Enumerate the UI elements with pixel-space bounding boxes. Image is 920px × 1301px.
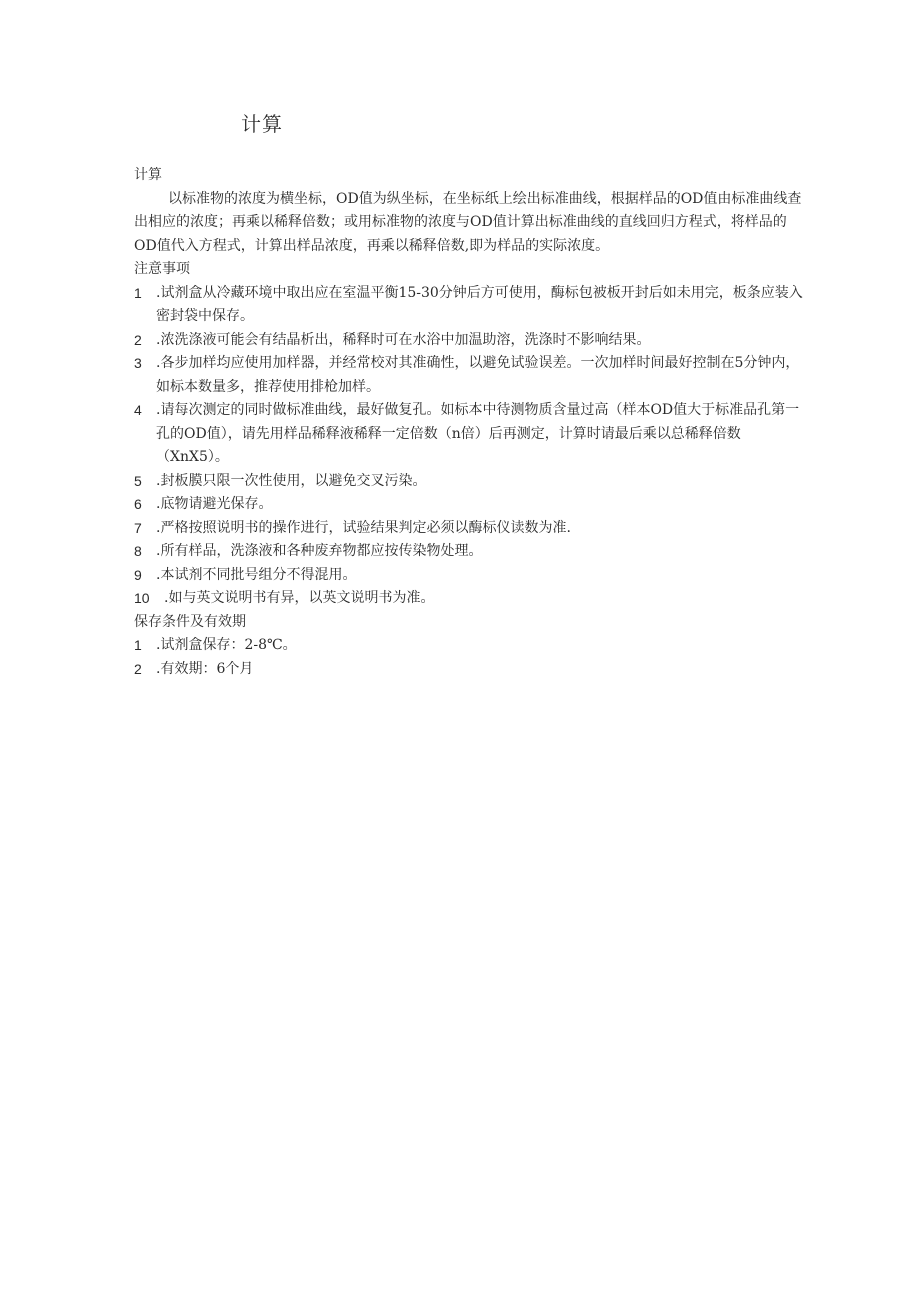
storage-heading: 保存条件及有效期 (134, 613, 246, 630)
list-item (134, 493, 806, 517)
item-number: 8 (134, 543, 142, 559)
list-item (134, 399, 806, 470)
list-item (134, 352, 806, 399)
list-item (134, 517, 806, 541)
item-text: .封板膜只限一次性使用，以避免交叉污染。 (156, 472, 427, 489)
list-item (134, 282, 806, 329)
item-text: .严格按照说明书的操作进行，试验结果判定必须以酶标仪读数为准. (156, 519, 571, 536)
item-number: 2 (134, 660, 142, 677)
item-number: 5 (134, 472, 142, 489)
notes-list (134, 282, 806, 611)
item-text: .试剂盒保存：2-8℃。 (156, 637, 297, 653)
item-number: 4 (134, 402, 142, 418)
list-item (134, 658, 806, 682)
calc-paragraph: 以标准物的浓度为横坐标，OD值为纵坐标，在坐标纸上绘出标准曲线，根据样品的OD值由标准曲线查出相应的浓度；再乘以稀释倍数；或用标准物的浓度与OD值计算出标准曲线的直线回归方程式，将样品的OD值代入方程式，计算出样品浓度，再乘以稀释倍数,即为样品的实际浓度。 (134, 190, 802, 254)
list-item (134, 329, 806, 353)
document-body (134, 164, 806, 681)
item-text: .浓洗涤液可能会有结晶析出，稀释时可在水浴中加温助溶，洗涤时不影响结果。 (156, 331, 651, 348)
item-text: .有效期：6个月 (156, 660, 254, 677)
item-text: .底物请避光保存。 (156, 496, 273, 512)
notes-heading: 注意事项 (134, 261, 190, 277)
item-text: .请每次测定的同时做标准曲线，最好做复孔。如标本中待测物质含量过高（样本OD值大于标准品孔第一孔的OD值），请先用样品稀释液稀释一定倍数（n倍）后再测定，计算时请最后乘以总稀释倍数（XnX5）。 (156, 402, 800, 465)
item-number: 10 (134, 590, 150, 606)
calc-heading: 计算 (134, 167, 162, 183)
storage-list (134, 634, 806, 681)
item-text: .所有样品，洗涤液和各种废弃物都应按传染物处理。 (156, 543, 483, 559)
item-text: .如与英文说明书有异，以英文说明书为准。 (164, 590, 435, 606)
item-number: 6 (134, 496, 142, 512)
item-number: 1 (134, 284, 142, 301)
item-number: 1 (134, 637, 142, 653)
list-item (134, 564, 806, 588)
item-text: .各步加样均应使用加样器，并经常校对其准确性，以避免试验误差。一次加样时间最好控制在5分钟内，如标本数量多，推荐使用排枪加样。 (156, 355, 800, 395)
item-number: 2 (134, 331, 142, 348)
item-number: 9 (134, 566, 142, 583)
item-text: .试剂盒从冷藏环境中取出应在室温平衡15-30分钟后方可使用，酶标包被板开封后如未用完，板条应装入密封袋中保存。 (156, 284, 803, 324)
item-text: .本试剂不同批号组分不得混用。 (156, 566, 357, 583)
list-item (134, 540, 806, 564)
list-item (134, 634, 806, 658)
list-item (134, 587, 806, 611)
item-number: 3 (134, 355, 142, 371)
list-item (134, 470, 806, 494)
item-number: 7 (134, 519, 142, 536)
page-title: 计算 (241, 112, 283, 136)
